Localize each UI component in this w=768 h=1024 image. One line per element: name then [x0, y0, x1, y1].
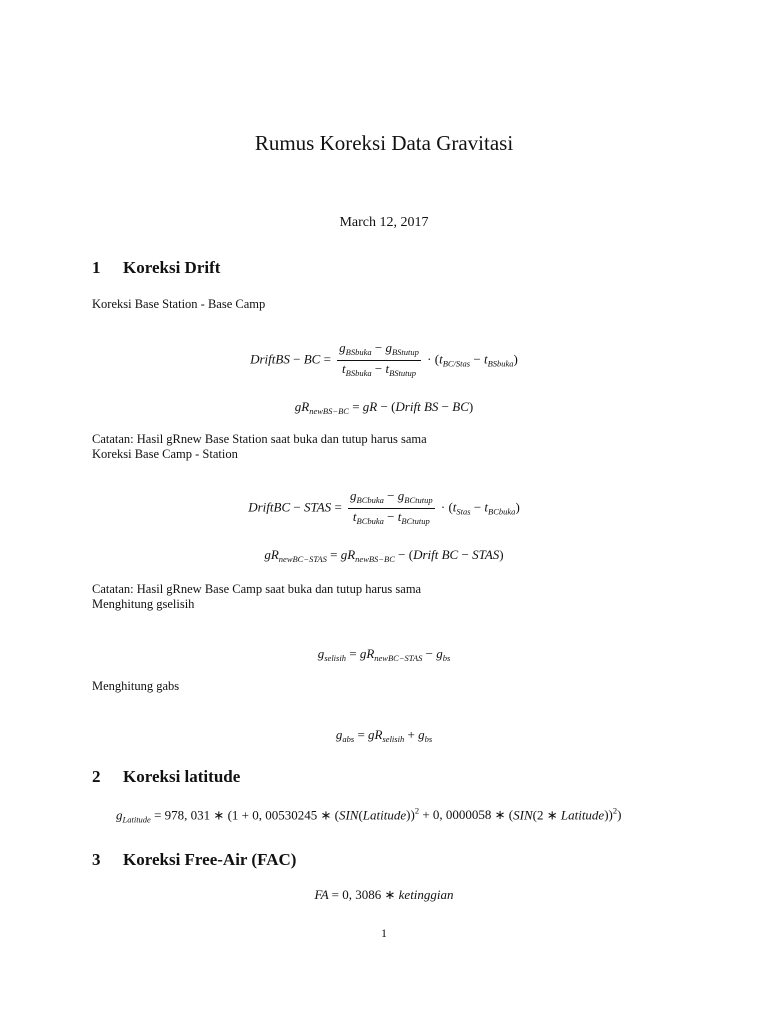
- equation-g-latitude: $g_{Latitude} = 978$, 031 ∗ (1 + 0, 00530245 ∗ (SIN(Latitude))$^2$ + 0, 0000058 ∗ (SIN(2 ∗ Latitude))$^2$): [116, 806, 622, 825]
- document-date: March 12, 2017: [339, 215, 429, 230]
- section-number: 2: [92, 767, 101, 786]
- section-number: 1: [92, 258, 101, 277]
- equation-free-air: FA = 0, 3086 ∗ ketinggian: [314, 887, 454, 902]
- section-title: Koreksi Free-Air (FAC): [123, 850, 297, 869]
- equation-drift-bs-bc: DriftBS − BC = $\frac{g_{BSbuka} - g_{BStutup}}{t_{BSbuka} - t_{BStutup}}$ · $(t_{BC/Stas} - t_{BSbuka})$: [250, 340, 518, 378]
- paragraph: Koreksi Base Station - Base Camp: [92, 297, 266, 311]
- page-number: 1: [381, 926, 387, 940]
- equation-drift-bc-stas: DriftBC − STAS = $\frac{g_{BCbuka} - g_{BCtutup}}{t_{BCbuka} - t_{BCtutup}}$ · $(t_{Stas} - t_{BCbuka})$: [248, 488, 520, 526]
- paragraph: Menghitung gabs: [92, 679, 180, 693]
- equation-gr-new-bs-bc: $gR_{newBS-BC}$ = gR − (Drift BS − BC): [294, 399, 474, 416]
- paragraph: Catatan: Hasil gRnew Base Camp saat buka dan tutup harus sama: [92, 582, 422, 596]
- equation-g-abs: $g_{abs} = gR_{selisih} + g_{bs}$: [335, 727, 433, 744]
- equation-g-selisih: $g_{selisih} = gR_{newBC-STAS} - g_{bs}$: [317, 646, 451, 663]
- paragraph: Koreksi Base Camp - Station: [92, 447, 238, 461]
- document-title: Rumus Koreksi Data Gravitasi: [254, 131, 514, 155]
- paragraph: Menghitung gselisih: [92, 597, 195, 611]
- equation-gr-new-bc-stas: $gR_{newBC-STAS} = gR_{newBS-BC}$ − (Drift BC − STAS): [264, 547, 504, 564]
- paragraph: Catatan: Hasil gRnew Base Station saat buka dan tutup harus sama: [92, 432, 427, 446]
- section-title: Koreksi latitude: [123, 767, 241, 786]
- section-title: Koreksi Drift: [123, 258, 221, 277]
- section-number: 3: [92, 850, 101, 869]
